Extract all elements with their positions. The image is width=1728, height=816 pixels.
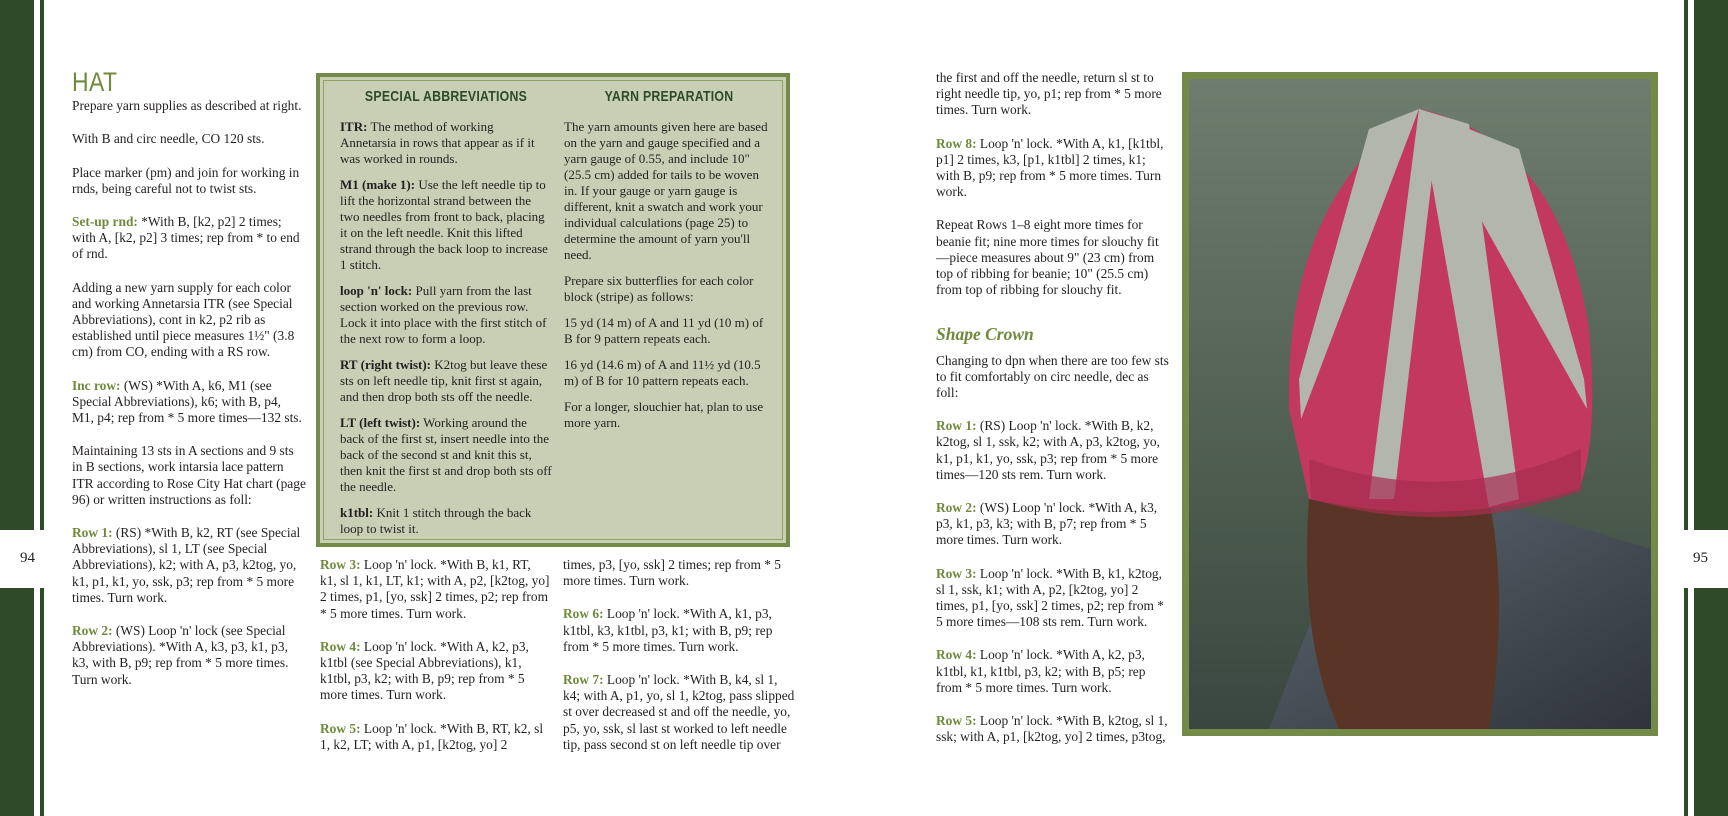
- row-8: [936, 136, 1170, 201]
- row-text: (RS) Loop 'n' lock. *With B, k2, k2tog, sl 1, ssk, k2; with A, p3, k2tog, yo, k1, p1, k1, yo, ssk, p3; rep from * 5 more times—120 sts rem. Turn work.: [936, 418, 1160, 482]
- row-label: Row 2:: [72, 623, 113, 639]
- crown-row-1: [936, 418, 1170, 483]
- row-6: [563, 606, 795, 655]
- hair-shape: [1307, 499, 1499, 729]
- row-2: [72, 623, 306, 688]
- abbreviation-term: LT (left twist):: [340, 415, 421, 430]
- paragraph: Prepare yarn supplies as described at right.: [72, 98, 302, 114]
- abbreviation-item: [340, 119, 552, 167]
- crown-row-4: [936, 647, 1170, 696]
- paragraph: 15 yd (14 m) of A and 11 yd (10 m) of B for 9 pattern repeats each.: [564, 315, 764, 346]
- box-heading: SPECIAL ABBREVIATIONS: [364, 88, 528, 105]
- crown-row-2: [936, 500, 1170, 549]
- row-label: Row 1:: [72, 525, 113, 541]
- row-text: (WS) *With A, k6, M1 (see Special Abbreviations), k6; with B, p4, M1, p4; rep from * 5 more times—132 sts.: [72, 377, 302, 426]
- row-label: Set-up rnd:: [72, 214, 138, 230]
- right-border-band: [1694, 0, 1728, 816]
- abbreviation-item: [340, 357, 552, 405]
- row-text: Loop 'n' lock. *With A, k2, p3, k1tbl, k1, k1tbl, p3, k2; with B, p5; rep from * 5 more times. Turn work.: [936, 647, 1146, 695]
- row-label: Row 5:: [936, 713, 977, 729]
- paragraph: the first and off the needle, return sl st to right needle tip, yo, p1; rep from * 5 more times. Turn work.: [936, 70, 1162, 118]
- row-label: Row 5:: [320, 720, 361, 736]
- row-text: Loop 'n' lock. *With B, RT, k2, sl 1, k2, LT; with A, p1, [k2tog, yo] 2: [320, 720, 544, 752]
- abbreviation-term: k1tbl:: [340, 505, 374, 520]
- middle-column-a: [320, 557, 550, 770]
- abbreviation-text: Knit 1 stitch through the back loop to twist it.: [340, 505, 532, 536]
- right-border-line: [1684, 0, 1688, 816]
- abbreviation-text: Pull yarn from the last section worked on the previous row. Lock it into place with the first stitch of the next row to form a loop.: [340, 283, 547, 346]
- right-column: [936, 70, 1170, 763]
- paragraph: The yarn amounts given here are based on the yarn and gauge specified and a yarn gauge of 0.55, and include 10" (25.5 cm) added for tails to be woven in. If your gauge or yarn gauge is different, knit a swatch and work your individual calculations (page 25) to determine the amount of yarn you'll need.: [564, 119, 768, 262]
- abbreviation-text: Working around the back of the first st, insert needle into the back of the second st and knit this st, then knit the first st and drop both sts off the needle.: [340, 415, 552, 494]
- paragraph: Prepare six butterflies for each color block (stripe) as follows:: [564, 273, 754, 304]
- row-text: Loop 'n' lock. *With A, k2, p3, k1tbl (see Special Abbreviations), k1, k1tbl, p3, k2; with B, p9; rep from * 5 more times. Turn work.: [320, 638, 529, 703]
- abbreviation-term: M1 (make 1):: [340, 177, 416, 192]
- abbreviation-item: [340, 283, 552, 347]
- special-abbreviations: [340, 77, 552, 547]
- paragraph: times, p3, [yo, ssk] 2 times; rep from * 5 more times. Turn work.: [563, 557, 781, 589]
- row-4: [320, 639, 550, 704]
- paragraph: 16 yd (14.6 m) of A and 11½ yd (10.5 m) of B for 10 pattern repeats each.: [564, 357, 761, 388]
- paragraph: Changing to dpn when there are too few sts to fit comfortably on circ needle, dec as foll:: [936, 352, 1169, 401]
- row-label: Row 7:: [563, 672, 604, 688]
- row-text: (RS) *With B, k2, RT (see Special Abbreviations), sl 1, LT (see Special Abbreviations), k2; with A, p3, k2tog, yo, k1, p1, k1, yo, ssk, p3; rep from * 5 more times. Turn work.: [72, 525, 301, 605]
- paragraph: With B and circ needle, CO 120 sts.: [72, 131, 265, 147]
- abbreviations-box: [316, 73, 790, 547]
- row-label: Row 3:: [320, 557, 361, 572]
- row-label: Row 3:: [936, 565, 977, 581]
- abbreviation-text: K2tog but leave these sts on left needle tip, knit first st again, and then drop both sts off the needle.: [340, 357, 548, 404]
- page-number-right: 95: [1693, 550, 1708, 566]
- paragraph: Repeat Rows 1–8 eight more times for beanie fit; nine more times for slouchy fit—piece measures about 9" (23 cm) from top of ribbing for beanie; 10" (25.5 cm) from top of ribbing for slouchy fit.: [936, 217, 1159, 298]
- row-text: (WS) Loop 'n' lock. *With A, k3, p3, k1, p3, k3; with B, p7; rep from * 5 more times. Turn work.: [936, 500, 1158, 548]
- paragraph: Place marker (pm) and join for working in rnds, being careful not to twist sts.: [72, 164, 300, 196]
- abbreviation-text: Use the left needle tip to lift the horizontal strand between the two needles from front to back, placing it on the left needle. Knit this lifted strand through the back loop to increase 1 stitch.: [340, 177, 548, 272]
- row-text: Loop 'n' lock. *With B, k1, RT, k1, sl 1, k1, LT, k1; with A, p2, [k2tog, yo] 2 times, p1, [yo, ssk] 2 times, p2; rep from * 5 more times. Turn work.: [320, 557, 550, 621]
- row-3: [320, 557, 550, 622]
- page-number-left: 94: [20, 550, 35, 566]
- row-text: Loop 'n' lock. *With B, k4, sl 1, k4; with A, p1, yo, sl 1, k2tog, pass slipped st over decreased st and off the needle, yo, p5, yo, ssk, sl last st worked to left needle tip, pass second st on left needle tip over: [563, 672, 795, 752]
- abbreviation-term: ITR:: [340, 119, 368, 134]
- abbreviation-item: [340, 415, 552, 495]
- row-text: Loop 'n' lock. *With A, k1, [k1tbl, p1] 2 times, k3, [p1, k1tbl] 2 times, k1; with B, p9; rep from * 5 more times. Turn work.: [936, 135, 1164, 200]
- abbreviation-item: [340, 177, 552, 273]
- row-label: Row 2:: [936, 500, 977, 516]
- middle-column-b: [563, 557, 795, 770]
- row-1: [72, 525, 306, 606]
- row-text: Loop 'n' lock. *With B, k2tog, sl 1, ssk; with A, p1, [k2tog, yo] 2 times, p3tog,: [936, 713, 1168, 745]
- left-border-line: [40, 0, 44, 816]
- paragraph: Maintaining 13 sts in A sections and 9 sts in B sections, work intarsia lace pattern ITR according to Rose City Hat chart (page 96) or written instructions as foll:: [72, 443, 306, 507]
- row-label: Row 6:: [563, 606, 604, 622]
- row-text: Loop 'n' lock. *With B, k1, k2tog, sl 1, ssk, k1; with A, p2, [k2tog, yo] 2 times, p1, [yo, ssk] 2 times, p2; rep from * 5 more times—108 sts rem. Turn work.: [936, 565, 1164, 630]
- left-border-band: [0, 0, 34, 816]
- row-text: (WS) Loop 'n' lock (see Special Abbreviations). *With A, k3, p3, k1, p3, k3, with B, p9; rep from * 5 more times. Turn work.: [72, 623, 289, 687]
- row-5: [320, 721, 550, 753]
- row-label: Inc row:: [72, 377, 121, 393]
- paragraph: Adding a new yarn supply for each color and working Annetarsia ITR (see Special Abbreviations), cont in k2, p2 rib as established until piece measures 1½" (3.8 cm) from CO, ending with a RS row.: [72, 279, 295, 360]
- setup-round: [72, 214, 306, 263]
- box-heading: YARN PREPARATION: [604, 88, 734, 105]
- row-text: Loop 'n' lock. *With A, k1, p3, k1tbl, k3, k1tbl, p3, k1; with B, p9; rep from * 5 more times. Turn work.: [563, 606, 773, 654]
- section-heading: Shape Crown: [936, 324, 1034, 345]
- abbreviation-item: [340, 505, 552, 537]
- row-label: Row 4:: [320, 638, 361, 654]
- abbreviation-term: RT (right twist):: [340, 357, 432, 372]
- yarn-preparation: [564, 77, 774, 441]
- row-label: Row 1:: [936, 418, 977, 434]
- row-text: *With B, [k2, p2] 2 times; with A, [k2, p2] 3 times; rep from * to end of rnd.: [72, 214, 300, 262]
- inc-row: [72, 378, 306, 427]
- abbreviation-term: loop 'n' lock:: [340, 283, 413, 298]
- abbreviation-text: The method of working Annetarsia in rows that appear as if it was worked in rounds.: [340, 119, 535, 166]
- row-label: Row 8:: [936, 135, 977, 151]
- crown-row-3: [936, 566, 1170, 631]
- paragraph: For a longer, slouchier hat, plan to use more yarn.: [564, 399, 764, 430]
- hat-photo-frame: [1182, 72, 1658, 736]
- row-label: Row 4:: [936, 647, 977, 663]
- page-title: HAT: [72, 67, 118, 97]
- hat-photo: [1189, 79, 1651, 729]
- left-column: [72, 67, 306, 705]
- row-7: [563, 672, 795, 753]
- crown-row-5: [936, 713, 1170, 745]
